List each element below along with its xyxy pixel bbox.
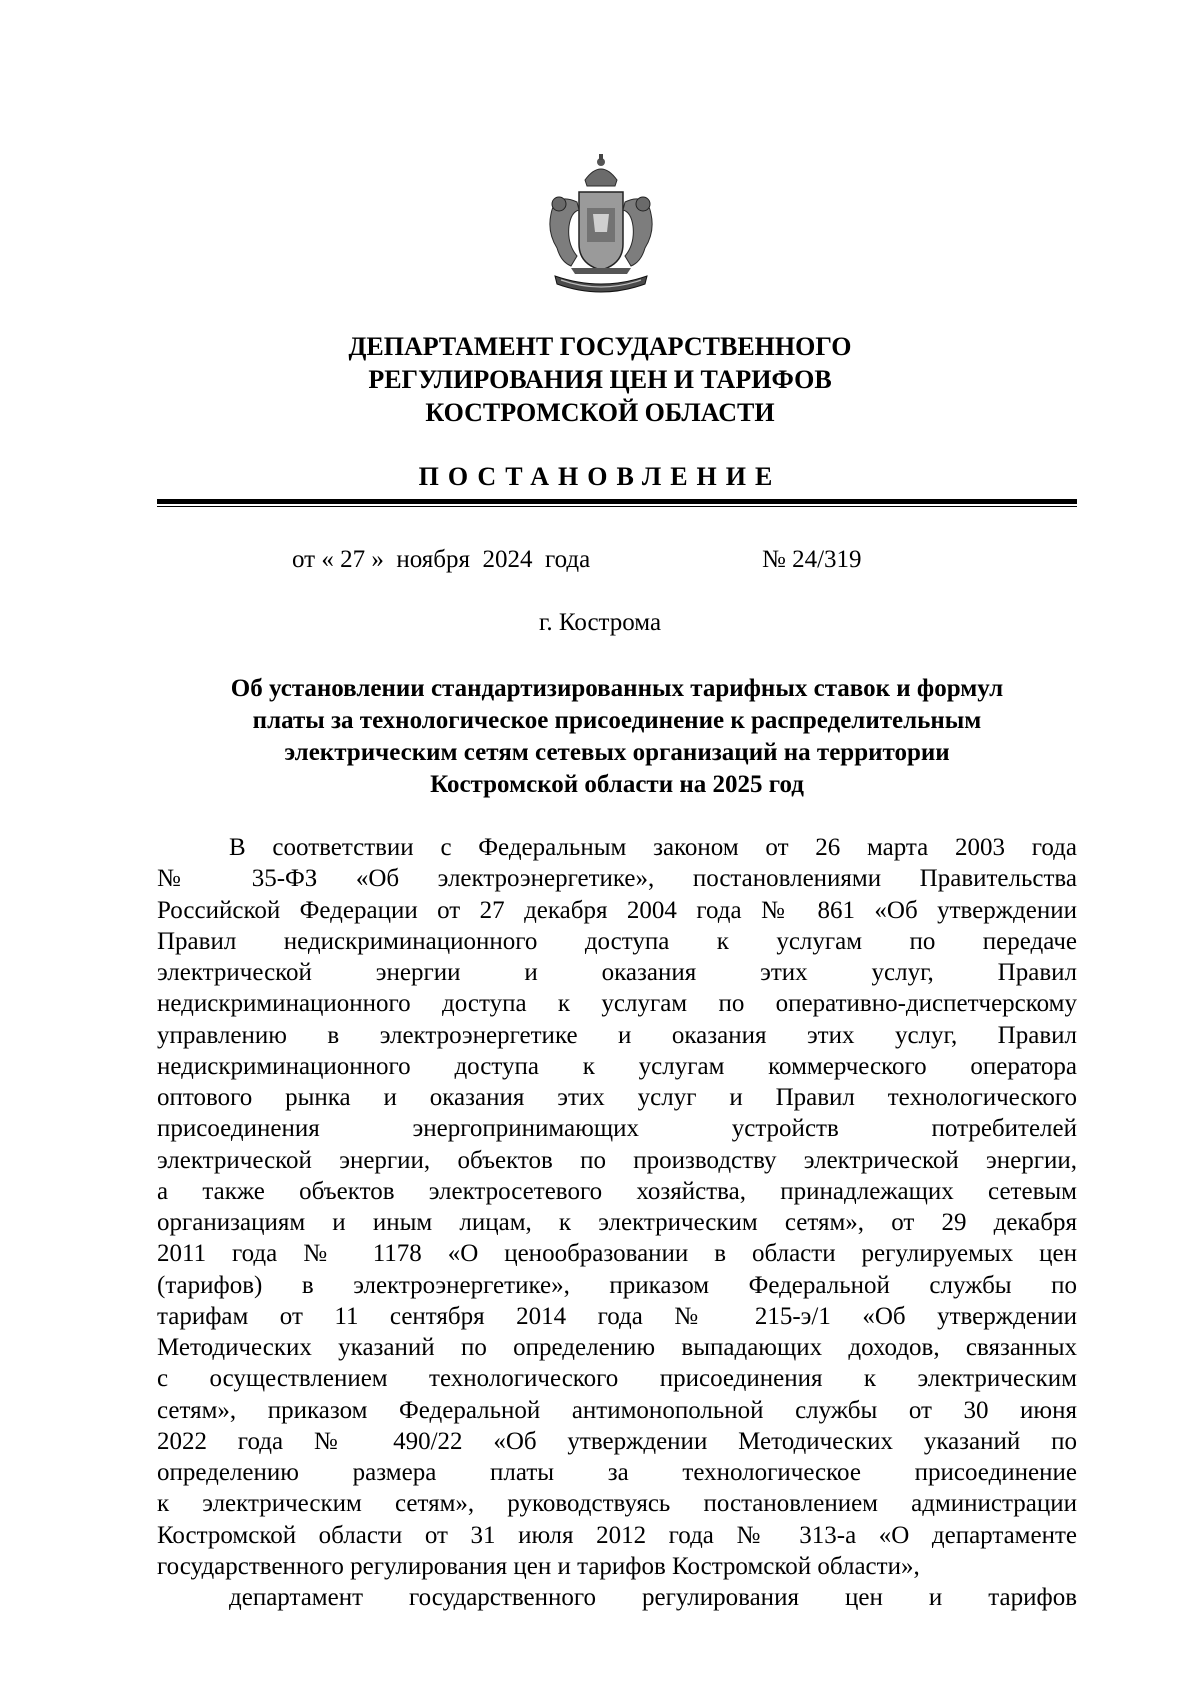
body-line: государственного регулирования цен и тарифов Костромской области»,	[157, 1552, 920, 1580]
body-line: 2011 года № 1178 «О ценообразовании в области регулируемых цен	[157, 1240, 1077, 1268]
body-line: Российской Федерации от 27 декабря 2004 года № 861 «Об утверждении	[157, 896, 1077, 924]
body-line: а также объектов электросетевого хозяйства, принадлежащих сетевым	[157, 1177, 1077, 1205]
body-line: электрической энергии, объектов по производству электрической энергии,	[157, 1146, 1077, 1174]
body-line: к электрическим сетям», руководствуясь постановлением администрации	[157, 1490, 1077, 1518]
document-body	[157, 832, 1077, 1613]
subject-line: Об установлении стандартизированных тарифных ставок и формул	[230, 675, 1004, 702]
body-line: сетям», приказом Федеральной антимонопольной службы от 30 июня	[157, 1396, 1077, 1424]
body-line: присоединения энергопринимающих устройств потребителей	[157, 1115, 1077, 1143]
department-title-line-1: ДЕПАРТАМЕНТ ГОСУДАРСТВЕННОГО	[348, 332, 852, 361]
body-line: департамент государственного регулирования цен и тарифов	[229, 1584, 1077, 1611]
document-city: г. Кострома	[538, 609, 662, 636]
body-line: В соответствии с Федеральным законом от 26 марта 2003 года	[229, 834, 1077, 861]
document-type: ПОСТАНОВЛЕНИЕ	[418, 462, 782, 491]
body-line: организациям и иным лицам, к электрическим сетям», от 29 декабря	[157, 1209, 1077, 1236]
body-line: Костромской области от 31 июля 2012 года № 313-а «О департаменте	[157, 1521, 1077, 1549]
body-line: (тарифов) в электроэнергетике», приказом Федеральной службы по	[157, 1271, 1077, 1299]
document-number: № 24/319	[762, 546, 862, 573]
body-line: Методических указаний по определению выпадающих доходов, связанных	[157, 1334, 1077, 1361]
header-divider-thin	[157, 506, 1077, 507]
coat-of-arms-emblem	[541, 152, 661, 312]
header-divider-thick	[157, 499, 1077, 504]
subject-line: электрическим сетям сетевых организаций на территории	[284, 739, 950, 766]
body-line: Правил недискриминационного доступа к услугам по передаче	[157, 927, 1077, 955]
body-line: недискриминационного доступа к услугам по оперативно-диспетчерскому	[157, 990, 1077, 1018]
body-line: управлению в электроэнергетике и оказания этих услуг, Правил	[157, 1021, 1077, 1049]
body-line: 2022 года № 490/22 «Об утверждении Методических указаний по	[157, 1427, 1077, 1455]
department-title	[0, 330, 1200, 429]
body-line: определению размера платы за технологическое присоединение	[157, 1459, 1077, 1486]
body-line: тарифам от 11 сентября 2014 года № 215-э/1 «Об утверждении	[157, 1302, 1077, 1330]
department-title-line-2: РЕГУЛИРОВАНИЯ ЦЕН И ТАРИФОВ	[368, 365, 832, 394]
department-title-line-3: КОСТРОМСКОЙ ОБЛАСТИ	[425, 398, 775, 427]
document-subject	[157, 673, 1077, 801]
subject-line: платы за технологическое присоединение к распределительным	[252, 707, 982, 734]
body-line: с осуществлением технологического присоединения к электрическим	[157, 1365, 1077, 1393]
body-line: № 35-ФЗ «Об электроэнергетике», постановлениями Правительства	[157, 865, 1077, 893]
subject-line: Костромской области на 2025 год	[430, 771, 804, 798]
body-line: недискриминационного доступа к услугам коммерческого оператора	[157, 1052, 1077, 1080]
body-line: оптового рынка и оказания этих услуг и Правил технологического	[157, 1084, 1077, 1111]
body-line: электрической энергии и оказания этих услуг, Правил	[157, 959, 1077, 986]
document-date: от « 27 » ноября 2024 года	[292, 546, 591, 573]
